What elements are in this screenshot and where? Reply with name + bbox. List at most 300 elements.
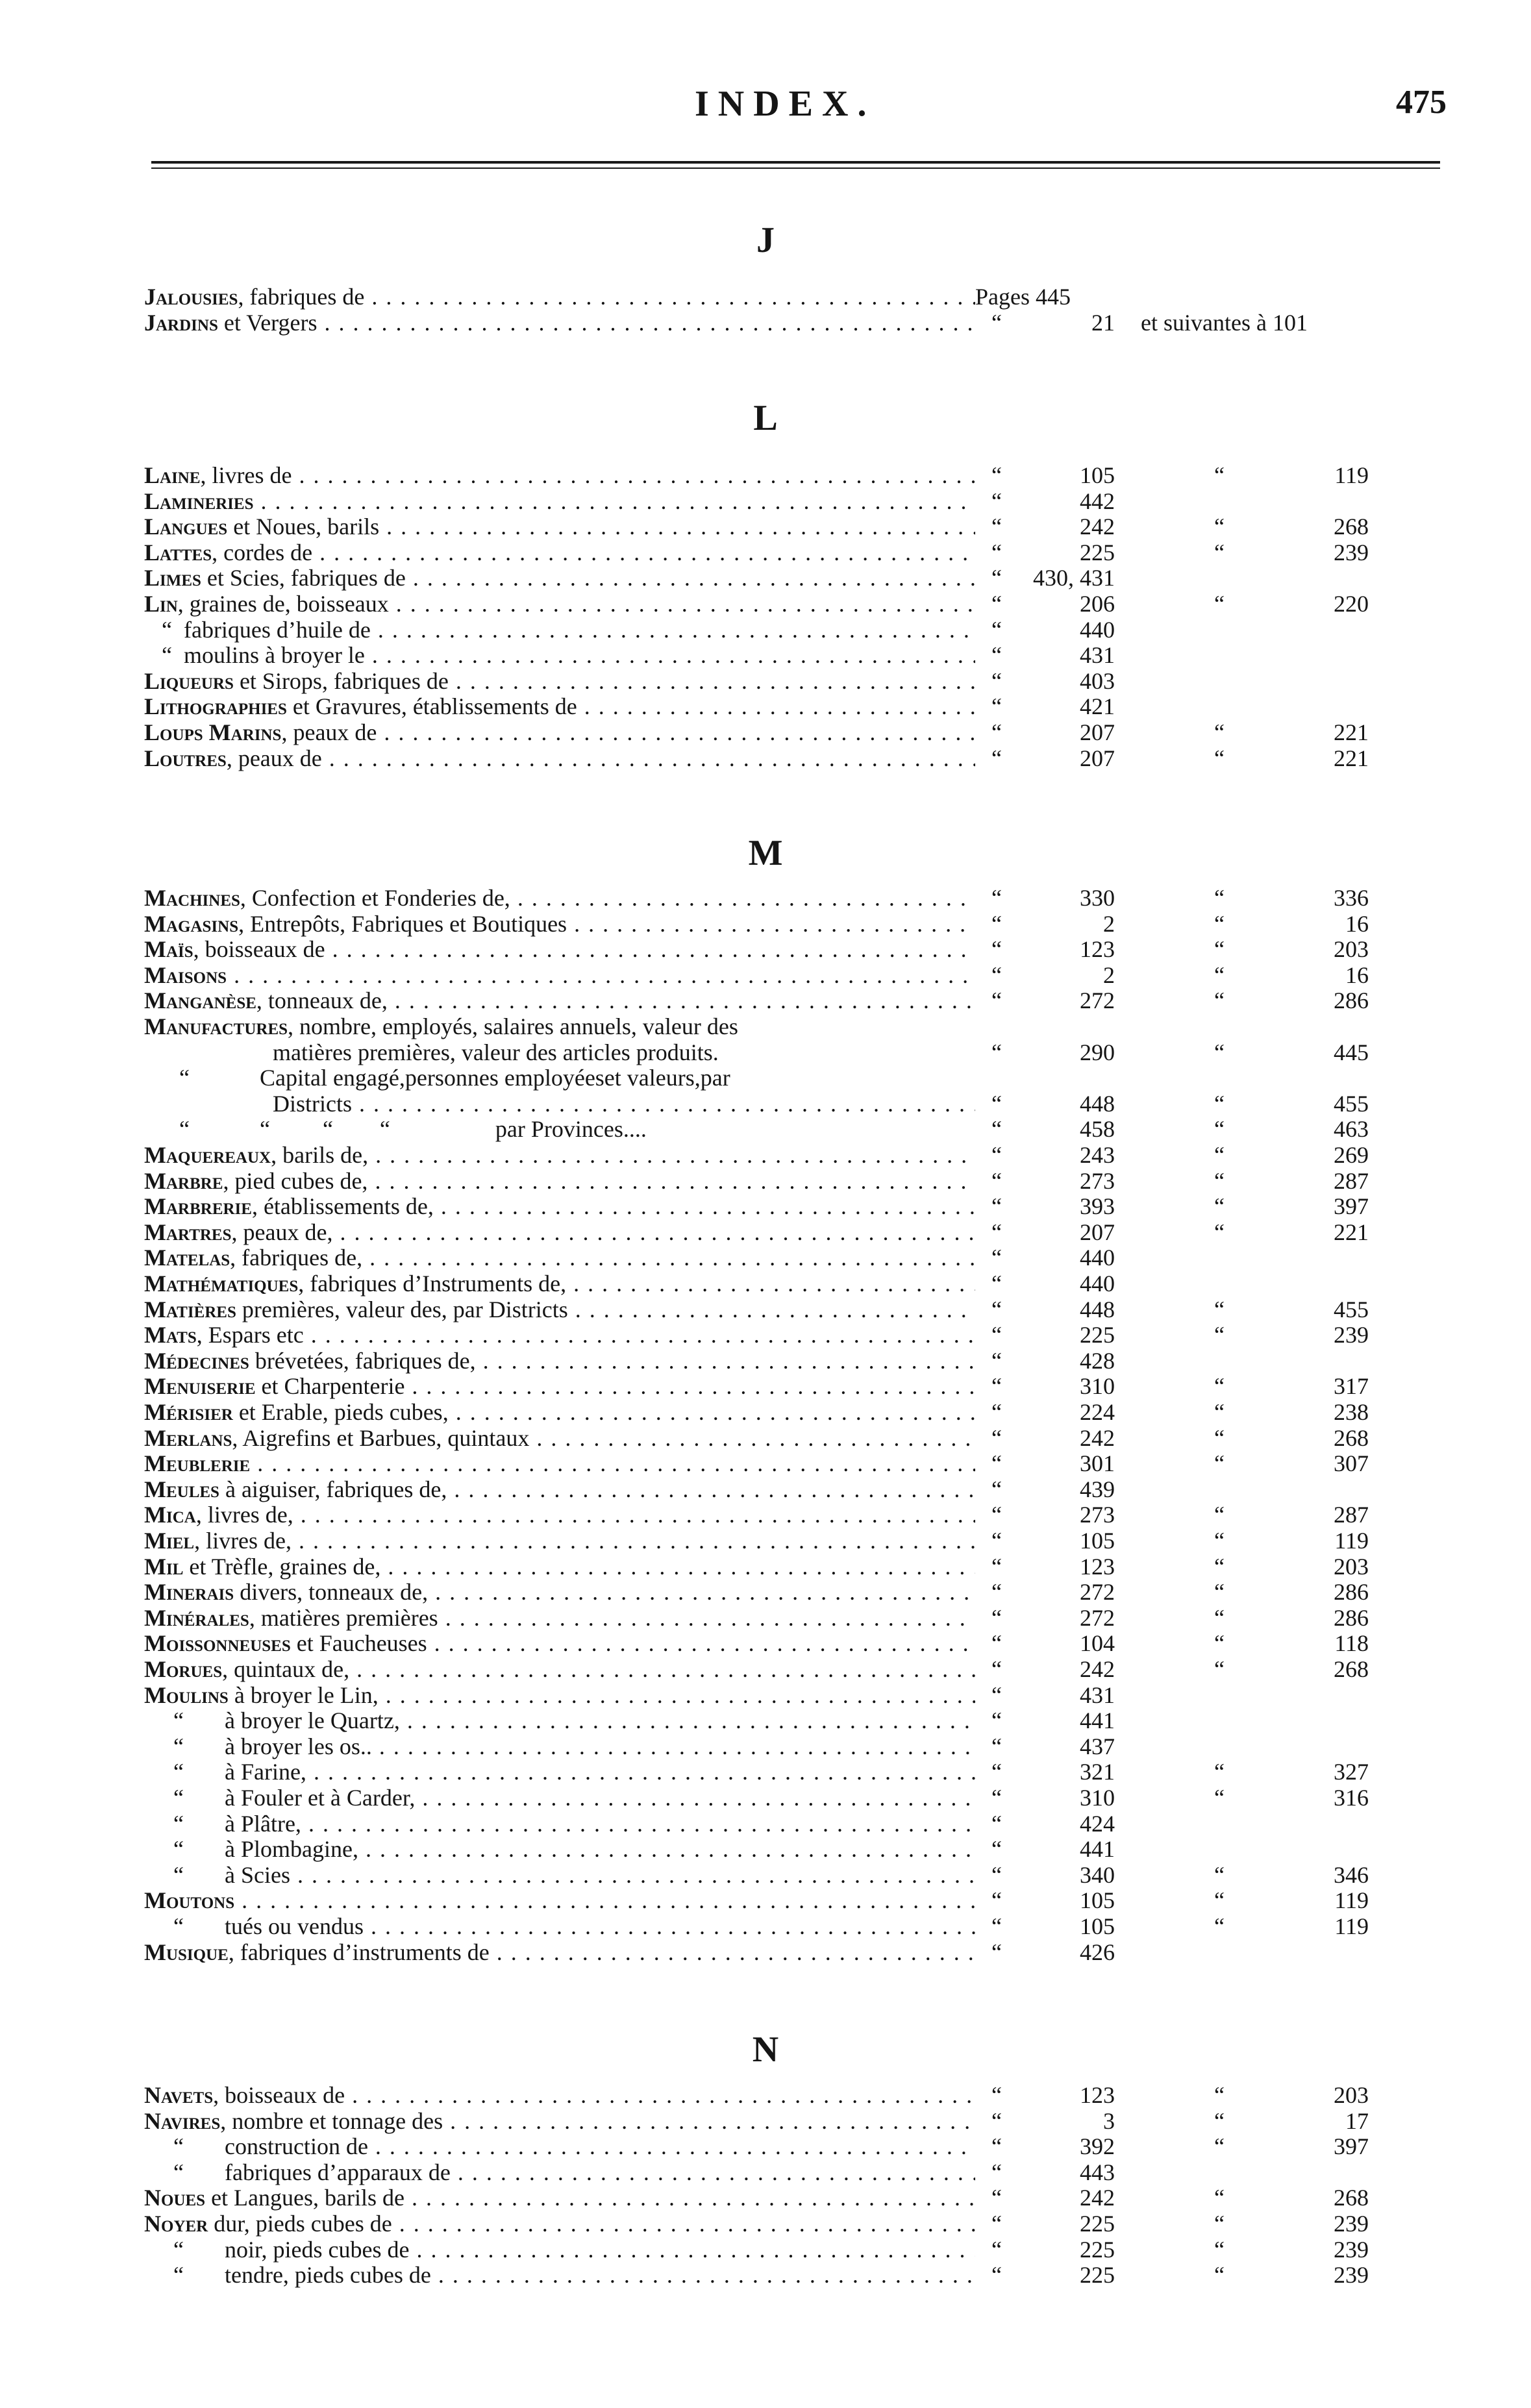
- index-entry: [144, 745, 1378, 771]
- entry-text: , Confection et Fonderies de,: [240, 885, 510, 911]
- ditto-mark: “: [1214, 2262, 1225, 2288]
- ditto-mark: “: [1214, 2237, 1225, 2263]
- ditto-mark: “: [991, 2159, 1002, 2185]
- page-ref-start: 440: [1080, 1271, 1115, 1297]
- page-ref-end: 286: [1334, 987, 1369, 1013]
- index-entry: [144, 1913, 1378, 1939]
- entry-keyword: Mathématiques: [144, 1271, 299, 1297]
- index-entry: [144, 1399, 1378, 1425]
- entry-text: et Vergers: [218, 310, 317, 336]
- entry-keyword: Matières: [144, 1297, 236, 1322]
- entry-text: , Aigrefins et Barbues, quintaux: [232, 1425, 530, 1451]
- ditto-mark: “: [1214, 987, 1225, 1013]
- ditto-mark: “: [991, 1322, 1002, 1348]
- index-entry: [144, 1502, 1378, 1528]
- page-ref-end: 239: [1334, 540, 1369, 565]
- page-ref-start: 443: [1080, 2159, 1115, 2185]
- entry-text: et Charpenterie: [255, 1373, 405, 1399]
- index-entry: [144, 2133, 1378, 2159]
- ditto-mark: “: [991, 1373, 1002, 1399]
- ditto-mark: “: [1214, 1913, 1225, 1939]
- index-entry: [144, 1271, 1378, 1297]
- entry-keyword: Menuiserie: [144, 1373, 256, 1399]
- page-ref-start: 301: [1080, 1450, 1115, 1476]
- entry-keyword: Manufactures: [144, 1013, 288, 1039]
- ditto-mark: “: [991, 1887, 1002, 1913]
- entry-text: , fabriques de: [238, 284, 365, 310]
- page-ref-start: 441: [1080, 1836, 1115, 1862]
- entry-keyword: Matelas: [144, 1245, 230, 1271]
- page-number: 475: [1396, 84, 1447, 121]
- index-entry: [144, 1656, 1378, 1682]
- ditto-mark: “: [1214, 1091, 1225, 1117]
- entry-text: , peaux de: [281, 719, 377, 745]
- index-entry: [144, 962, 1378, 988]
- page-ref-start: 242: [1080, 1656, 1115, 1682]
- entry-label: [144, 1476, 975, 1502]
- ditto-mark: “: [991, 1579, 1002, 1605]
- index-entry: [144, 1348, 1378, 1374]
- ditto-mark: “: [991, 1656, 1002, 1682]
- entry-keyword: Maisons: [144, 962, 227, 988]
- page-ref-end: 286: [1334, 1579, 1369, 1605]
- entry-label: [144, 1785, 975, 1811]
- page-ref-start: 242: [1080, 514, 1115, 540]
- ditto-mark: “: [991, 693, 1002, 719]
- index-entry: [144, 310, 1378, 336]
- page-ref-end: 203: [1334, 936, 1369, 962]
- ditto-mark: “: [991, 2108, 1002, 2134]
- entry-keyword: Marbrerie: [144, 1193, 252, 1219]
- page-ref-end: 268: [1334, 1425, 1369, 1451]
- page-ref-start: 340: [1080, 1862, 1115, 1888]
- ditto-mark: “: [991, 1939, 1002, 1965]
- page-ref-start: 426: [1080, 1939, 1115, 1965]
- entry-label: [144, 1425, 975, 1451]
- ditto-mark: “: [991, 1193, 1002, 1219]
- page-ref-start: 428: [1080, 1348, 1115, 1374]
- entry-label: [144, 1939, 975, 1965]
- index-entry: [144, 1811, 1378, 1837]
- entry-text: “ à Scies: [144, 1862, 290, 1888]
- ditto-mark: “: [991, 488, 1002, 514]
- section-letter-m: M: [748, 833, 783, 873]
- entry-text: , nombre, employés, salaires annuels, valeur des: [288, 1013, 738, 1039]
- ditto-mark: “: [991, 565, 1002, 591]
- entry-text: premières, valeur des, par Districts: [236, 1297, 568, 1322]
- ditto-mark: “: [991, 668, 1002, 694]
- ditto-mark: “: [1214, 1425, 1225, 1451]
- ditto-mark: “: [1214, 1168, 1225, 1194]
- entry-text: , livres de,: [194, 1528, 292, 1554]
- ditto-mark: “: [991, 1707, 1002, 1733]
- entry-label: [144, 719, 975, 745]
- index-entry: [144, 1065, 1378, 1091]
- entry-text: “ tués ou vendus: [144, 1913, 364, 1939]
- entry-keyword: Limes: [144, 565, 201, 591]
- ditto-mark: “: [991, 911, 1002, 937]
- entry-label: [144, 745, 975, 771]
- ditto-mark: “: [991, 1425, 1002, 1451]
- entry-keyword: Meublerie: [144, 1450, 251, 1476]
- ditto-mark: “: [991, 617, 1002, 643]
- entry-label: [144, 2082, 975, 2108]
- index-entry: [144, 1091, 1378, 1117]
- entry-label: [144, 2262, 975, 2288]
- page-ref-end: 346: [1334, 1862, 1369, 1888]
- entry-label: [144, 1450, 975, 1476]
- entry-text: , tonneaux de,: [256, 987, 388, 1013]
- page-ref-end: 327: [1334, 1759, 1369, 1785]
- ditto-mark: “: [1214, 2211, 1225, 2237]
- entry-keyword: Moissonneuses: [144, 1630, 291, 1656]
- ditto-mark: “: [991, 1759, 1002, 1785]
- index-entry: [144, 1887, 1378, 1913]
- ditto-mark: “: [1214, 462, 1225, 488]
- index-entry: [144, 1759, 1378, 1785]
- entry-keyword: Manganèse: [144, 987, 256, 1013]
- entry-label: [144, 1656, 975, 1682]
- page-ref-end: 118: [1334, 1630, 1369, 1656]
- entry-label: [144, 885, 975, 911]
- pages-label: Pages 445: [975, 284, 1071, 310]
- entry-text: et Langues, barils de: [205, 2185, 405, 2211]
- page-ref-end: 286: [1334, 1605, 1369, 1631]
- page-ref-start: 430, 431: [1033, 565, 1115, 591]
- entry-label: [144, 1399, 975, 1425]
- ditto-mark: “: [991, 1297, 1002, 1322]
- entry-text: , livres de: [200, 462, 292, 488]
- entry-label: [144, 1682, 975, 1708]
- page-ref-end: 16: [1345, 911, 1369, 937]
- ditto-mark: “: [1214, 1579, 1225, 1605]
- entry-keyword: Morues: [144, 1656, 223, 1682]
- page-ref-start: 437: [1080, 1733, 1115, 1759]
- entry-label: [144, 488, 975, 514]
- ditto-mark: “: [1214, 1373, 1225, 1399]
- page-ref-end: 316: [1334, 1785, 1369, 1811]
- page-ref-start: 224: [1080, 1399, 1115, 1425]
- index-entry: [144, 719, 1378, 745]
- page-ref-start: 105: [1080, 462, 1115, 488]
- page-ref-end: 203: [1334, 2082, 1369, 2108]
- index-entry: [144, 642, 1378, 668]
- index-entry: [144, 1168, 1378, 1194]
- entry-label: [144, 1373, 975, 1399]
- page-ref-start: 321: [1080, 1759, 1115, 1785]
- page-ref-start: 3: [1103, 2108, 1115, 2134]
- page-ref-end: 397: [1334, 2133, 1369, 2159]
- entry-keyword: Marbre: [144, 1168, 223, 1194]
- index-entry: [144, 488, 1378, 514]
- entry-text: , cordes de: [212, 540, 313, 565]
- index-entry: [144, 514, 1378, 540]
- entry-text: divers, tonneaux de,: [234, 1579, 429, 1605]
- ditto-mark: “: [1214, 1605, 1225, 1631]
- entry-label: [144, 1836, 975, 1862]
- page-ref-end: 317: [1334, 1373, 1369, 1399]
- entry-keyword: Noyer: [144, 2211, 208, 2237]
- entry-text: à broyer le Lin,: [228, 1682, 379, 1708]
- ditto-mark: “: [991, 1116, 1002, 1142]
- entry-text: “ tendre, pieds cubes de: [144, 2262, 431, 2288]
- page-ref-start: 393: [1080, 1193, 1115, 1219]
- page-ref-end: 268: [1334, 1656, 1369, 1682]
- entry-keyword: Musique: [144, 1939, 229, 1965]
- index-entry: [144, 591, 1378, 617]
- index-entry: [144, 1142, 1378, 1168]
- ditto-mark: “: [1214, 2082, 1225, 2108]
- entry-text: dur, pieds cubes de: [208, 2211, 392, 2237]
- index-entry: [144, 1476, 1378, 1502]
- ditto-mark: “: [991, 1862, 1002, 1888]
- entry-label: [144, 1707, 975, 1733]
- entry-keyword: Meules: [144, 1476, 219, 1502]
- page-ref-end: 119: [1334, 1528, 1369, 1554]
- page-ref-start: 272: [1080, 1605, 1115, 1631]
- page-ref-end: 119: [1334, 1913, 1369, 1939]
- page-ref-start: 424: [1080, 1811, 1115, 1837]
- entry-label: [144, 1168, 975, 1194]
- ditto-mark: “: [991, 591, 1002, 617]
- index-entry: [144, 1039, 1378, 1065]
- ditto-mark: “: [991, 987, 1002, 1013]
- ditto-mark: “: [1214, 1142, 1225, 1168]
- entry-label: [144, 2211, 975, 2237]
- entry-label: [144, 1811, 975, 1837]
- ditto-mark: “: [1214, 885, 1225, 911]
- entry-keyword: Lithographies: [144, 693, 287, 719]
- page-ref-end: 239: [1334, 1322, 1369, 1348]
- entry-keyword: Miel: [144, 1528, 195, 1554]
- page-ref-start: 225: [1080, 2262, 1115, 2288]
- entry-text: et Sirops, fabriques de: [233, 668, 449, 694]
- entry-text: , fabriques d’Instruments de,: [298, 1271, 567, 1297]
- entry-text: matières premières, valeur des articles produits.: [144, 1039, 719, 1065]
- page-ref-start: 431: [1080, 1682, 1115, 1708]
- entry-keyword: Moulins: [144, 1682, 229, 1708]
- index-entry: [144, 1630, 1378, 1656]
- page-ref-end: 268: [1334, 2185, 1369, 2211]
- ditto-mark: “: [991, 1219, 1002, 1245]
- entry-text: “ construction de: [144, 2133, 368, 2159]
- ditto-mark: “: [1214, 719, 1225, 745]
- ditto-mark: “: [991, 1554, 1002, 1580]
- entry-label: [144, 911, 975, 937]
- index-entry: [144, 1862, 1378, 1888]
- page-ref-start: 403: [1080, 668, 1115, 694]
- page-ref-start: 439: [1080, 1476, 1115, 1502]
- ditto-mark: “: [1214, 1297, 1225, 1322]
- ditto-mark: “: [991, 462, 1002, 488]
- index-entry: [144, 668, 1378, 694]
- entry-keyword: Minerais: [144, 1579, 234, 1605]
- entry-label: [144, 2237, 975, 2263]
- ditto-mark: “: [1214, 591, 1225, 617]
- ditto-mark: “: [1214, 1116, 1225, 1142]
- entry-keyword: Jalousies: [144, 284, 238, 310]
- entry-label: [144, 668, 975, 694]
- entry-keyword: Langues: [144, 514, 228, 540]
- page-ref-end: 221: [1334, 745, 1369, 771]
- entry-text: , graines de, boisseaux: [177, 591, 389, 617]
- ditto-mark: “: [991, 1811, 1002, 1837]
- page-ref-end: 239: [1334, 2262, 1369, 2288]
- page-ref-end: 17: [1345, 2108, 1369, 2134]
- page-ref-end: 463: [1334, 1116, 1369, 1142]
- entry-keyword: Martres: [144, 1219, 232, 1245]
- entry-text: , barils de,: [271, 1142, 369, 1168]
- ditto-mark: “: [991, 2237, 1002, 2263]
- entry-text: “ à broyer le Quartz,: [144, 1707, 400, 1733]
- ditto-mark: “: [1214, 1887, 1225, 1913]
- entry-label: [144, 2133, 975, 2159]
- page-ref-start: 225: [1080, 2237, 1115, 2263]
- entry-text: , matières premières: [249, 1605, 438, 1631]
- page-ref-start: 123: [1080, 2082, 1115, 2108]
- entry-text: et Gravures, établissements de: [286, 693, 577, 719]
- entry-label: [144, 1219, 975, 1245]
- index-entry: [144, 1528, 1378, 1554]
- entry-label: [144, 1630, 975, 1656]
- ditto-mark: “: [991, 1630, 1002, 1656]
- ditto-mark: “: [1214, 514, 1225, 540]
- entry-label: [144, 1193, 975, 1219]
- index-entry: [144, 911, 1378, 937]
- entry-text: “ Capital engagé,personnes employéeset valeurs,par: [144, 1065, 730, 1091]
- entry-label: [144, 565, 975, 591]
- page-ref-start: 225: [1080, 1322, 1115, 1348]
- entry-keyword: Maquereaux: [144, 1142, 271, 1168]
- entry-text: brévetées, fabriques de,: [249, 1348, 476, 1374]
- entry-text: et Erable, pieds cubes,: [232, 1399, 449, 1425]
- entry-keyword: Mats: [144, 1322, 197, 1348]
- entry-text: “ fabriques d’huile de: [144, 617, 371, 643]
- page-ref-end: 269: [1334, 1142, 1369, 1168]
- entry-text: , boisseaux de: [193, 936, 325, 962]
- entry-keyword: Navires: [144, 2108, 221, 2134]
- entry-label: [144, 310, 975, 336]
- page-ref-start: 207: [1080, 1219, 1115, 1245]
- ditto-mark: “: [1214, 1219, 1225, 1245]
- entry-text: , Entrepôts, Fabriques et Boutiques: [238, 911, 567, 937]
- ditto-mark: “: [991, 1913, 1002, 1939]
- section-letter-n: N: [752, 2029, 779, 2070]
- entry-label: [144, 1091, 975, 1117]
- index-entry: [144, 2159, 1378, 2185]
- page-ref-start: 330: [1080, 885, 1115, 911]
- index-entry: [144, 1245, 1378, 1271]
- page-ref-start: 123: [1080, 1554, 1115, 1580]
- page-ref-start: 448: [1080, 1091, 1115, 1117]
- page-ref-start: 242: [1080, 1425, 1115, 1451]
- page-ref-end: 336: [1334, 885, 1369, 911]
- entry-label: [144, 987, 975, 1013]
- entry-keyword: Navets: [144, 2082, 214, 2108]
- entry-text: “ fabriques d’apparaux de: [144, 2159, 451, 2185]
- ditto-mark: “: [991, 1836, 1002, 1862]
- entry-label: [144, 591, 975, 617]
- ditto-mark: “: [1214, 1528, 1225, 1554]
- entry-label: [144, 2108, 975, 2134]
- ditto-mark: “: [1214, 1502, 1225, 1528]
- index-entry: [144, 617, 1378, 643]
- entry-label: [144, 1502, 975, 1528]
- ditto-mark: “: [1214, 1399, 1225, 1425]
- entry-label: [144, 1271, 975, 1297]
- entry-text: “ “ “ “ par Provinces....: [144, 1116, 647, 1142]
- entry-keyword: Mérisier: [144, 1399, 233, 1425]
- entry-label: [144, 2185, 975, 2211]
- index-entry: [144, 1219, 1378, 1245]
- ditto-mark: “: [991, 1039, 1002, 1065]
- page-ref-end: 307: [1334, 1450, 1369, 1476]
- entry-keyword: Minérales: [144, 1605, 249, 1631]
- page-ref-end: 238: [1334, 1399, 1369, 1425]
- entry-keyword: Noues: [144, 2185, 206, 2211]
- ditto-mark: “: [991, 1091, 1002, 1117]
- entry-keyword: Lamineries: [144, 488, 254, 514]
- entry-keyword: Loutres: [144, 745, 227, 771]
- entry-label: [144, 1759, 975, 1785]
- entry-keyword: Machines: [144, 885, 240, 911]
- index-entry: [144, 1733, 1378, 1759]
- ditto-mark: “: [991, 745, 1002, 771]
- entry-text: , peaux de: [226, 745, 322, 771]
- entry-text: , livres de,: [195, 1502, 293, 1528]
- entry-text: et Scies, fabriques de: [201, 565, 406, 591]
- page-ref-start: 207: [1080, 745, 1115, 771]
- ditto-mark: “: [1214, 936, 1225, 962]
- page-ref-start: 440: [1080, 617, 1115, 643]
- ditto-mark: “: [991, 1528, 1002, 1554]
- ditto-mark: “: [991, 962, 1002, 988]
- page-ref-end: 221: [1334, 1219, 1369, 1245]
- entry-label: [144, 1322, 975, 1348]
- entry-keyword: Loups Marins: [144, 719, 282, 745]
- page-ref-note: et suivantes à 101: [1141, 310, 1308, 336]
- index-entry: [144, 693, 1378, 719]
- index-entry: [144, 1554, 1378, 1580]
- ditto-mark: “: [991, 1168, 1002, 1194]
- ditto-mark: “: [991, 936, 1002, 962]
- ditto-mark: “: [991, 1348, 1002, 1374]
- index-entry: [144, 1373, 1378, 1399]
- entry-text: “ à broyer les os..: [144, 1733, 372, 1759]
- index-entry: [144, 1939, 1378, 1965]
- ditto-mark: “: [1214, 1554, 1225, 1580]
- index-entry: [144, 2082, 1378, 2108]
- index-entry: [144, 1322, 1378, 1348]
- index-entry: [144, 987, 1378, 1013]
- page-ref-end: 203: [1334, 1554, 1369, 1580]
- page-ref-start: 2: [1103, 962, 1115, 988]
- index-entry: [144, 1836, 1378, 1862]
- entry-label: [144, 1297, 975, 1322]
- ditto-mark: “: [991, 2211, 1002, 2237]
- index-entry: [144, 1682, 1378, 1708]
- ditto-mark: “: [991, 1785, 1002, 1811]
- entry-label: [144, 1862, 975, 1888]
- entry-keyword: Moutons: [144, 1887, 235, 1913]
- entry-keyword: Jardins: [144, 310, 218, 336]
- entry-label: [144, 1116, 975, 1142]
- ditto-mark: “: [1214, 2133, 1225, 2159]
- entry-label: [144, 1245, 975, 1271]
- index-entry: [144, 2185, 1378, 2211]
- page-ref-start: 421: [1080, 693, 1115, 719]
- ditto-mark: “: [991, 719, 1002, 745]
